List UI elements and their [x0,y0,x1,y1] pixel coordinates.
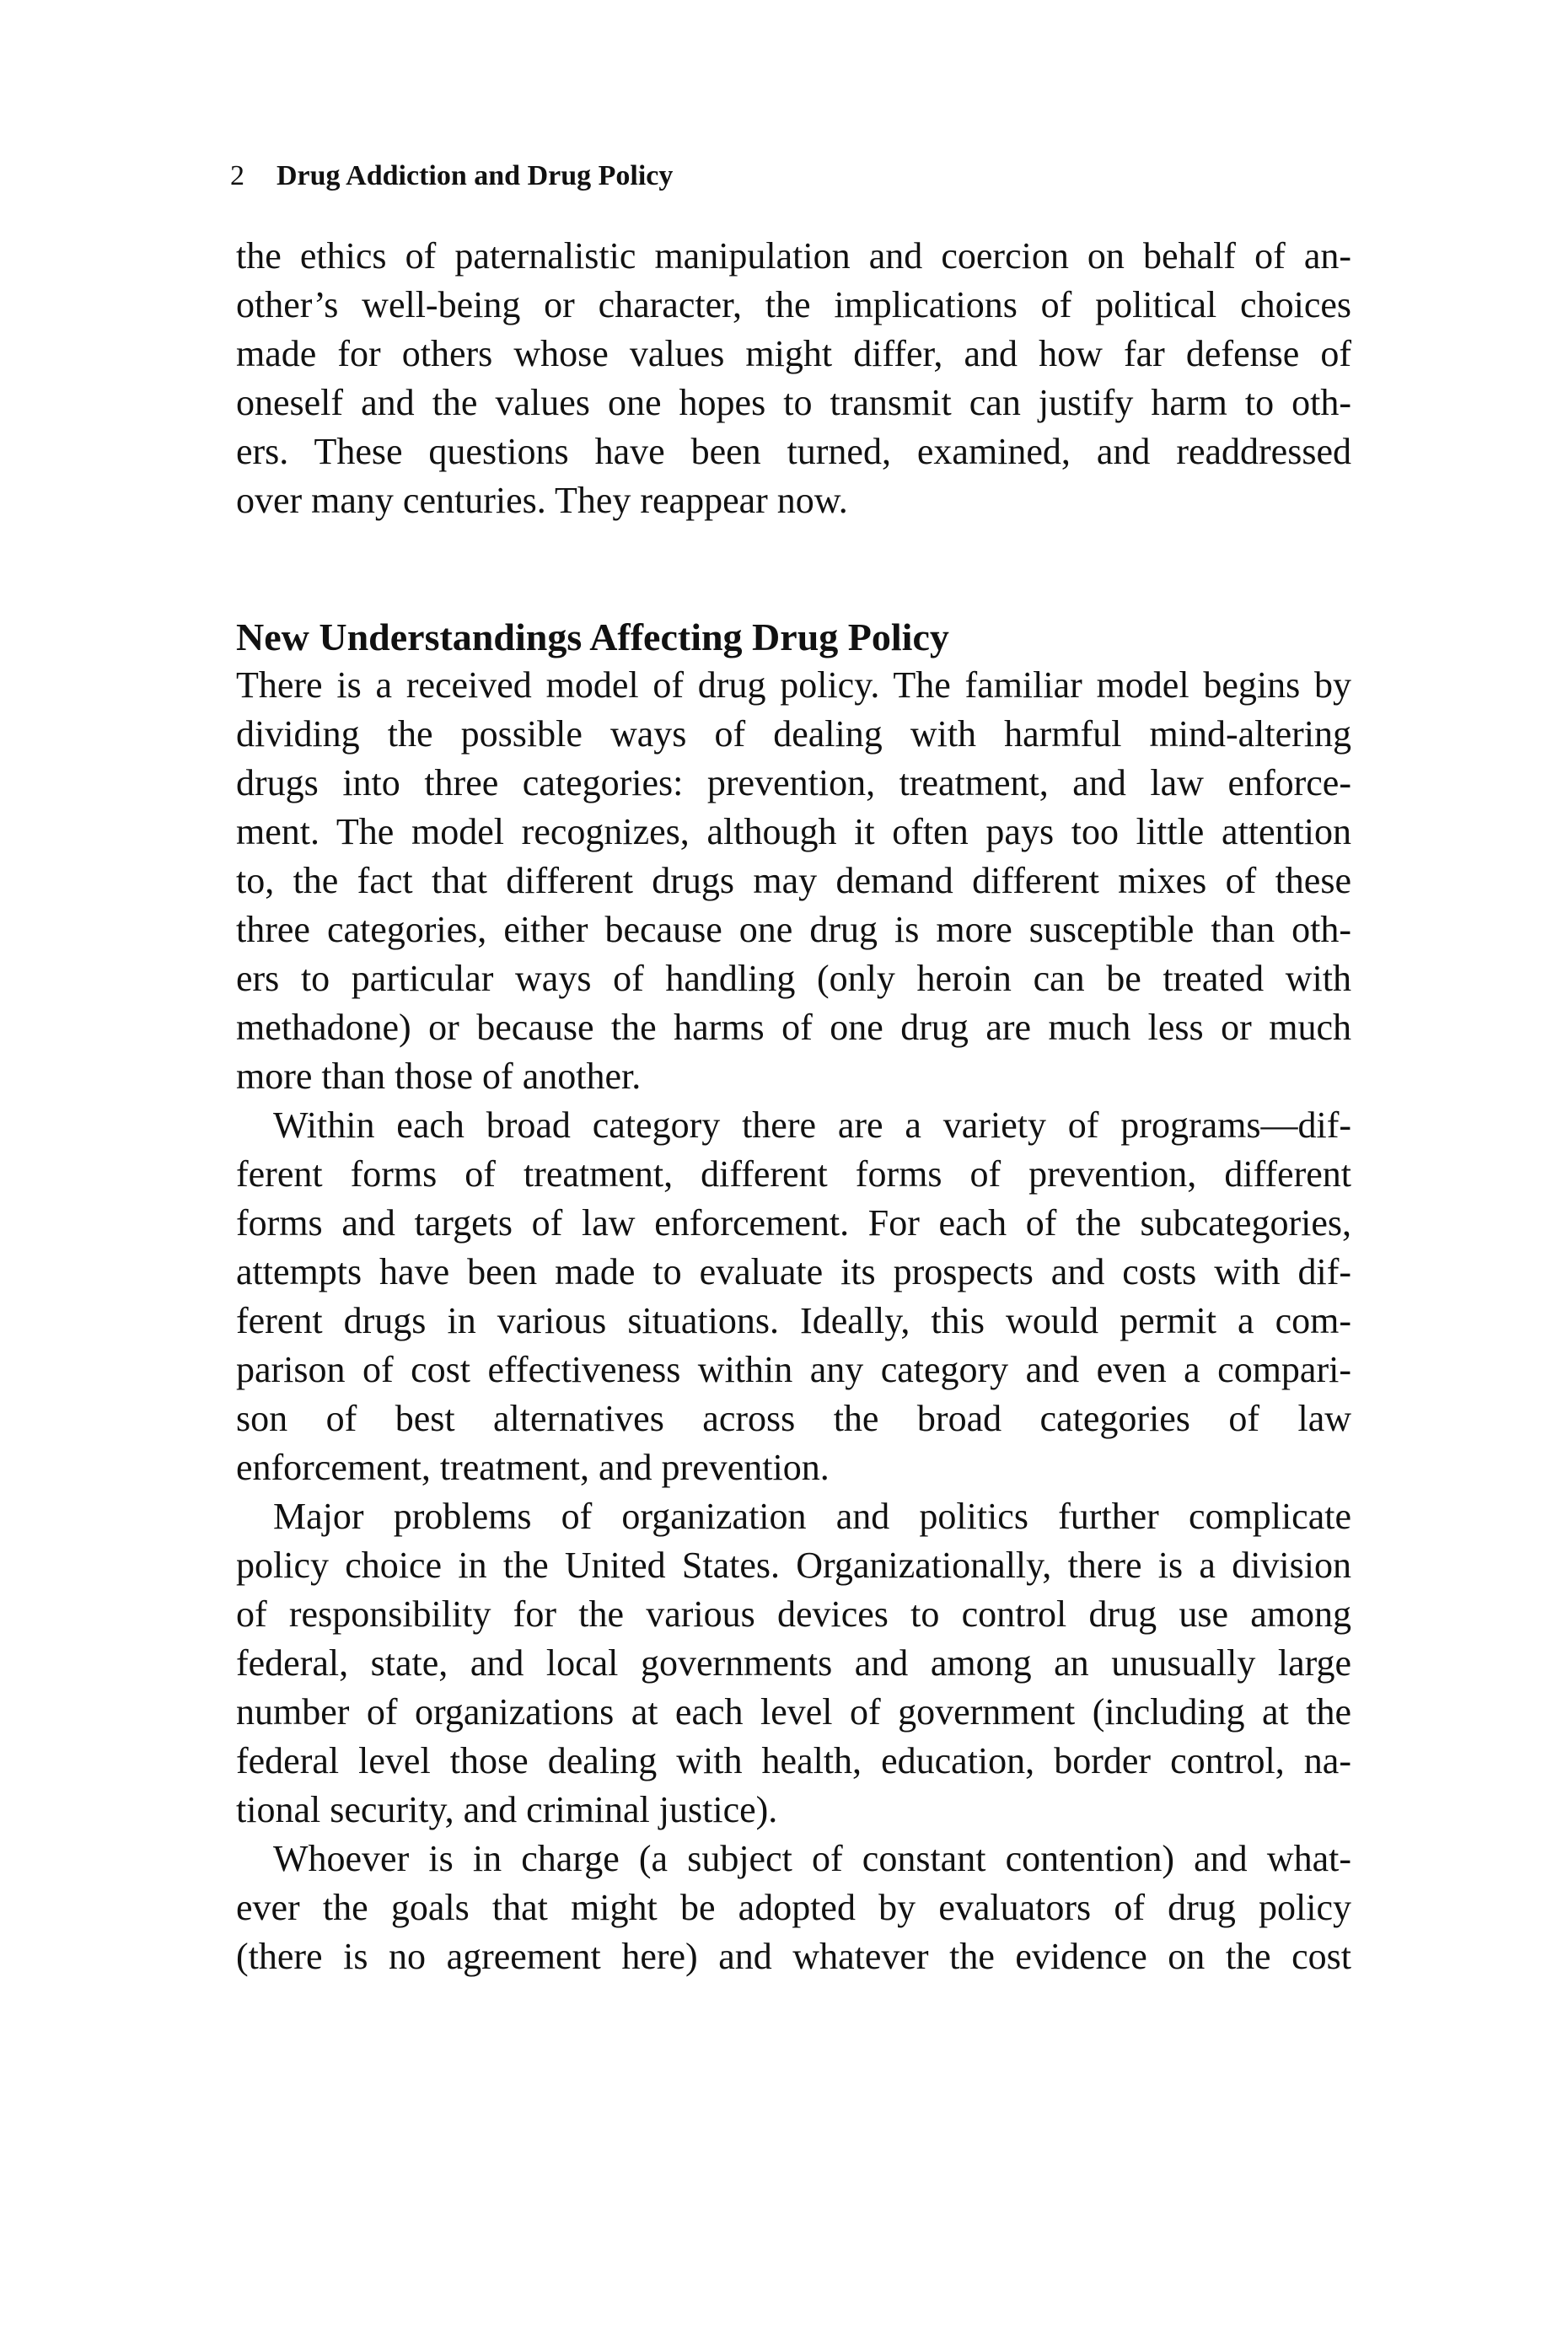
text-line: Whoever is in charge (a subject of constant contention) and what- [273,1838,1351,1879]
text-line: over many centuries. They reappear now. [236,480,848,521]
text-line: ers. These questions have been turned, examined, and readdressed [236,431,1351,472]
section-body [236,661,1351,1981]
text-line: Major problems of organization and politics further complicate [273,1496,1351,1537]
text-line: attempts have been made to evaluate its prospects and costs with dif- [236,1251,1351,1292]
text-line: ever the goals that might be adopted by evaluators of drug policy [236,1887,1351,1928]
text-line: ers to particular ways of handling (only heroin can be treated with [236,958,1351,999]
text-line: three categories, either because one drug is more susceptible than oth- [236,909,1351,950]
text-line: dividing the possible ways of dealing with harmful mind-altering [236,713,1351,755]
text-line: oneself and the values one hopes to transmit can justify harm to oth- [236,382,1351,423]
text-line: drugs into three categories: prevention, treatment, and law enforce- [236,762,1351,803]
paragraph [236,1101,1351,1492]
text-line: parison of cost effectiveness within any category and even a compari- [236,1349,1351,1390]
text-line: tional security, and criminal justice). [236,1789,778,1830]
paragraph [236,661,1351,1101]
section-heading: New Understandings Affecting Drug Policy [236,615,949,658]
paragraph [236,1835,1351,1981]
text-line: son of best alternatives across the broad categories of law [236,1398,1351,1439]
text-line: ferent drugs in various situations. Ideally, this would permit a com- [236,1300,1351,1341]
text-line: There is a received model of drug policy. The familiar model begins by [236,664,1351,706]
text-line: made for others whose values might differ, and how far defense of [236,333,1351,374]
running-head-title: Drug Addiction and Drug Policy [277,160,674,191]
text-line: more than those of another. [236,1056,642,1097]
running-head [230,159,673,193]
text-line: other’s well-being or character, the implications of political choices [236,284,1351,325]
paragraph [236,1492,1351,1835]
text-line: enforcement, treatment, and prevention. [236,1447,830,1488]
text-line: to, the fact that different drugs may demand different mixes of these [236,860,1351,901]
text-line: federal level those dealing with health, education, border control, na- [236,1740,1351,1781]
page-number: 2 [230,160,244,191]
text-line: Within each broad category there are a variety of programs—dif- [273,1104,1351,1146]
text-line: the ethics of paternalistic manipulation and coercion on behalf of an- [236,235,1351,277]
text-line: number of organizations at each level of government (including at the [236,1691,1351,1733]
text-line: policy choice in the United States. Organizationally, there is a division [236,1545,1351,1586]
text-line: ferent forms of treatment, different forms of prevention, different [236,1153,1351,1195]
text-line: of responsibility for the various devices to control drug use among [236,1593,1351,1635]
text-line: ment. The model recognizes, although it often pays too little attention [236,811,1351,852]
text-line: (there is no agreement here) and whatever the evidence on the cost [236,1936,1351,1977]
text-line: methadone) or because the harms of one drug are much less or much [236,1007,1351,1048]
intro-paragraph [236,232,1351,525]
text-line: federal, state, and local governments and among an unusually large [236,1642,1351,1684]
text-line: forms and targets of law enforcement. For each of the subcategories, [236,1202,1351,1244]
